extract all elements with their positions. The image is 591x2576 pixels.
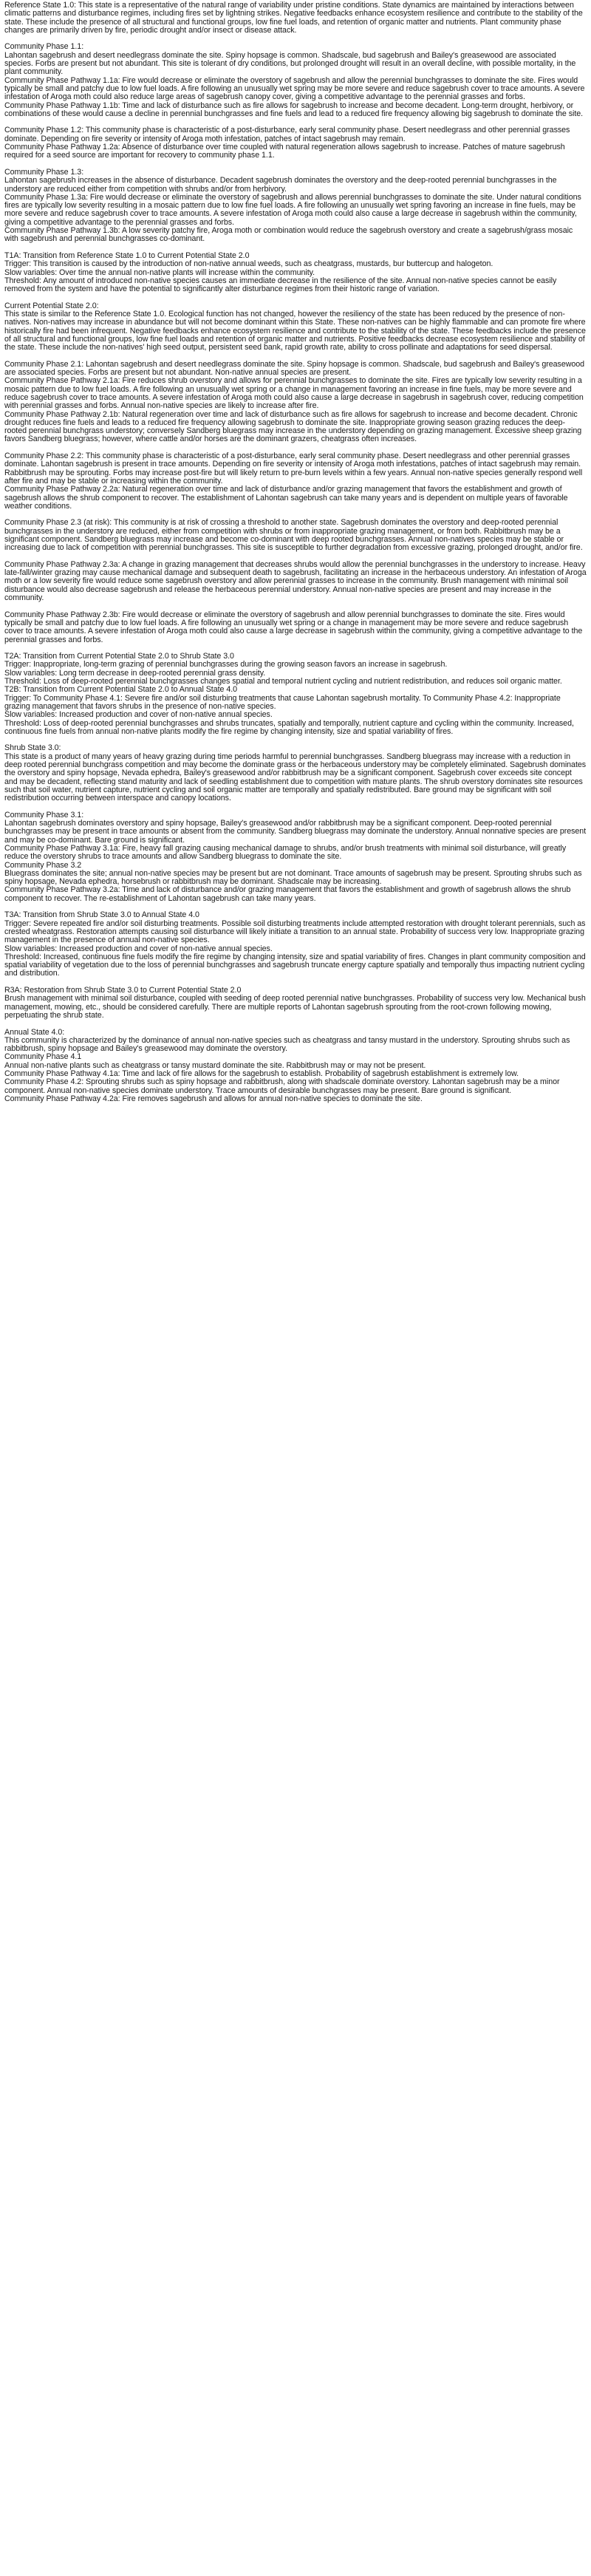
paragraph: Community Phase Pathway 1.1a: Fire would decrease or eliminate the overstory of sagebrush and allow the perennial bunchgrasses to dominate the site. Fires would typically be small and patchy due to low fuel loads. A fire following an unusually wet spring may be more severe and reduce sagebrush cover to trace amounts. A severe infestation of Aroga moth could also reduce large areas of sagebrush canopy cover, giving a competitive advantage to the perennial grasses and forbs. [4,75,585,102]
section-heading: Community Phase 1.1: [4,42,84,52]
paragraph: Threshold: Loss of deep-rooted perennial bunchgrasses and shrubs truncates, spatially and temporally, nutrient capture and cycling within the community. Increased, continuous fine fuels from annual non-native plants modify the fire regime by changing intensity, size and spatial variability of fires. [4,718,574,736]
paragraph: Threshold: Any amount of introduced non-native species causes an immediate decrease in the resilience of the site. Annual non-native species cannot be easily removed from the system and have the potential to significantly alter disturbance regimes from their historic range of variation. [4,276,557,294]
section-heading: T2A: Transition from Current Potential State 2.0 to Shrub State 3.0 [4,652,234,661]
text-section [4,1029,587,1104]
text-section [4,561,587,602]
paragraph: This community is characterized by the dominance of annual non-native species such as cheatgrass and tansy mustard in the understory. Sprouting shrubs such as rabbitbrush, spiny hopsage and Bailey's greasewood may dominate the overstory. [4,1035,570,1054]
text-section [4,302,587,352]
section-heading: T3A: Transition from Shrub State 3.0 to Annual State 4.0 [4,910,199,920]
section-heading: Annual State 4.0: [4,1027,65,1037]
section-heading: Community Phase 2.2: This community phase is characteristic of a post-disturbance, early seral community phase. Desert needlegrass and other perennial grasses dominate. Lahontan sagebrush is present in trace amounts. Depending on fire severity or intensity of Aroga moth infestations, patches of intact sagebrush may remain. Rabbitbrush may be sprouting. Forbs may increase post-fire but will likely return to pre-burn levels within a few years. Annual non-native species generally respond well after fire and may be stable or increasing within the community. [4,452,583,485]
paragraph: Annual non-native plants such as cheatgrass or tansy mustard dominate the site. Rabbitbrush may or may not be present. [4,1060,426,1070]
text-section [4,611,587,644]
paragraph: Slow variables: Increased production and cover of non-native annual species. [4,944,273,953]
paragraph: Community Phase 4.1 [4,1052,82,1062]
text-section [4,987,587,1020]
paragraph: Trigger: Severe repeated fire and/or soil disturbing treatments. Possible soil disturbing treatments include attempted restoration with drought tolerant perennials, such as crested wheatgrass. Restoration attempts causing soil disturbance will likely initiate a transition to an annual state. Probability of success very low. Inappropriate grazing management in the presence of annual non-native species. [4,919,586,945]
paragraph: Community Phase Pathway 3.1a: Fire, heavy fall grazing causing mechanical damage to shrubs, and/or brush treatments with minimal soil disturbance, will greatly reduce the overstory shrubs to trace amounts and allow Sandberg bluegrass to dominate the site. [4,843,567,862]
text-section [4,1,587,35]
section-heading: Community Phase Pathway 2.3b: Fire would decrease or eliminate the overstory of sagebrush and allow perennial bunchgrasses to dominate the site. Fires would typically be small and patchy due to low fuel loads. A fire following an unusually wet spring or a change in management may be more severe and reduce sagebrush cover to trace amounts. A severe infestation of Aroga moth could also cause a large decrease in sagebrush within the community, giving a competitive advantage to the perennial grasses and forbs. [4,610,583,644]
paragraph: Community Phase Pathway 1.1b: Time and lack of disturbance such as fire allows for sagebrush to increase and become decadent. Long-term drought, herbivory, or combinations of these would cause a decline in perennial bunchgrasses and fine fuels and lead to a reduced fire frequency allowing big sagebrush to dominate the site. [4,100,584,118]
text-section [4,126,587,160]
text-section [4,744,587,803]
text-section [4,652,587,736]
state-transition-document [4,1,587,1111]
paragraph: Bluegrass dominates the site; annual non-native species may be present but are not dominant. Trace amounts of sagebrush may be present. Sprouting shrubs such as spiny hopsage, Nevada ephedra, horsebrush or rabbitbrush may be dominant. Shadscale may be increasing. [4,868,582,887]
section-heading: R3A: Restoration from Shrub State 3.0 to Current Potential State 2.0 [4,986,242,995]
paragraph: Slow variables: Increased production and cover of non-native annual species. [4,710,273,720]
text-section [4,361,587,444]
paragraph: Brush management with minimal soil disturbance, coupled with seeding of deep rooted perennial native bunchgrasses. Probability of success very low. Mechanical bush management, mowing, etc., should be considered carefully. There are multiple reports of Lahontan sagebrush sprouting from the root-crown following mowing, perpetuating the shrub state. [4,994,586,1020]
paragraph: Slow variables: Over time the annual non-native plants will increase within the community. [4,268,315,277]
paragraph: Community Phase Pathway 4.1a: Time and lack of fire allows for the sagebrush to establish. Probability of sagebrush establishment is extremely low. [4,1069,519,1078]
paragraph: Community Phase Pathway 2.2a: Natural regeneration over time and lack of disturbance and/or grazing management that favors the establishment and growth of sagebrush allows the shrub component to recover. The establishment of Lahontan sagebrush can take many years and is dependent on multiple years of favorable weather conditions. [4,485,568,511]
paragraph: Lahontan sagebrush dominates overstory and spiny hopsage, Bailey's greasewood and/or rabbitbrush may be a significant component. Deep-rooted perennial bunchgrasses may be present in trace amounts or absent from the community. Sandberg bluegrass may dominate the understory. Annual nonnative species are present and may be co-dominant. Bare ground is significant. [4,819,587,845]
section-heading: Community Phase 1.2: This community phase is characteristic of a post-disturbance, early seral community phase. Desert needlegrass and other perennial grasses dominate. Depending on fire severity or intensity of Aroga moth infestation, patches of intact sagebrush may remain. [4,126,570,143]
paragraph: Community Phase Pathway 2.1a: Fire reduces shrub overstory and allows for perennial bunchgrasses to dominate the site. Fires are typically low severity resulting in a mosaic pattern due to low fuel loads. A fire following an unusually wet spring or a change in management favoring an increase in fine fuels, may be more severe and reduce sagebrush cover to trace amounts. A severe infestation of Aroga moth could also cause a large decrease in sagebrush in sagebrush cover, reducing competition with perennial grasses and forbs. Annual non-native species are likely to increase after fire. [4,376,584,411]
paragraph: This state is similar to the Reference State 1.0. Ecological function has not changed, however the resiliency of the state has been reduced by the presence of non-natives. Non-natives may increase in abundance but will not become dominant within this State. These non-natives can be highly flammable and can promote fire where historically fire had been infrequent. Negative feedbacks enhance ecosystem resilience and contribute to the stability of the state. These feedbacks include the presence of all structural and functional groups, low fine fuel loads and retention of organic matter and nutrients. Positive feedbacks decrease ecosystem resilience and stability of the state. These include the non-natives' high seed output, persistent seed bank, rapid growth rate, ability to cross pollinate and adaptations for seed dispersal. [4,309,586,352]
paragraph: Community Phase Pathway 3.2a: Time and lack of disturbance and/or grazing management that favors the establishment and growth of sagebrush allows the shrub component to recover. The re-establishment of Lahontan sagebrush can take many years. [4,885,571,903]
paragraph: Trigger: This transition is caused by the introduction of non-native annual weeds, such as cheatgrass, mustards, bur buttercup and halogeton. [4,259,493,269]
text-section [4,452,587,511]
paragraph: Lahontan sagebrush increases in the absence of disturbance. Decadent sagebrush dominates the overstory and the deep-rooted perennial bunchgrasses in the understory are reduced either from competition with shrubs and/or from herbivory. [4,176,557,194]
text-section [4,168,587,244]
section-heading: Community Phase 3.1: [4,810,84,820]
paragraph: Community Phase Pathway 1.3b: A low severity patchy fire, Aroga moth or combination would reduce the sagebrush overstory and create a sagebrush/grass mosaic with sagebrush and perennial bunchgrasses co-dominant. [4,226,573,244]
paragraph: Community Phase 1.3a: Fire would decrease or eliminate the overstory of sagebrush and allows perennial bunchgrasses to dominate the site. Under natural conditions fires are typically low severity resulting in a mosaic pattern due to low fine fuel loads. A fire following an unusually wet spring favoring an increase in fine fuels, may be more severe and reduce sagebrush cover to trace amounts. A severe infestation of Aroga moth could also cause a large decrease in sagebrush within the community, giving a competitive advantage to the perennial grasses and forbs. [4,192,581,227]
text-section [4,911,587,978]
paragraph: Threshold: Loss of deep-rooted perennial bunchgrasses changes spatial and temporal nutrient cycling and nutrient redistribution, and reduces soil organic matter. [4,677,562,686]
section-heading: Community Phase 2.1: Lahontan sagebrush and desert needlegrass dominate the site. Spiny hopsage is common. Shadscale, bud sagebrush and Bailey's greasewood are associated species. Forbs are present but not abundant. Non-native annual species are present. [4,359,585,378]
text-section [4,811,587,903]
paragraph: Community Phase Pathway 2.1b: Natural regeneration over time and lack of disturbance such as fire allows for sagebrush to increase and become decadent. Chronic drought reduces fine fuels and leads to a reduced fire frequency allowing sagebrush to dominate the site. Inappropriate growing season grazing reduces the deep-rooted perennial bunchgrass understory; conversely Sandberg bluegrass may increase in the understory depending on grazing management. Excessive sheep grazing favors Sandberg bluegrass; however, where cattle and/or horses are the dominant grazers, cheatgrass often increases. [4,409,582,444]
paragraph: Trigger: To Community Phase 4.1: Severe fire and/or soil disturbing treatments that cause Lahontan sagebrush mortality. To Community Phase 4.2: Inappropriate grazing management that favors shrubs in the presence of non-native species. [4,693,561,711]
section-heading: Reference State 1.0: This state is a representative of the natural range of variability under pristine conditions. State dynamics are maintained by interactions between climatic patterns and disturbance regimes, including fires set by lightning strikes. Negative feedbacks enhance ecosystem resilience and contribute to the stability of the state. These include the presence of all structural and functional groups, low fine fuel loads, and retention of organic matter and nutrients. Plant community phase changes are primarily driven by fire, periodic drought and/or insect or disease attack. [4,1,583,35]
paragraph: Threshold: Increased, continuous fine fuels modify the fire regime by changing intensity, size and spatial variability of fires. Changes in plant community composition and spatial variability of vegetation due to the loss of perennial bunchgrasses and sagebrush truncate energy capture spatially and temporally thus impacting nutrient cycling and distribution. [4,952,586,978]
paragraph: Community Phase Pathway 1.2a: Absence of disturbance over time coupled with natural regeneration allows sagebrush to increase. Patches of mature sagebrush required for a seed source are important for recovery to community phase 1.1. [4,143,565,160]
paragraph: Community Phase 4.2: Sprouting shrubs such as spiny hopsage and rabbitbrush, along with shadscale dominate overstory. Lahontan sagebrush may be a minor component. Annual non-native species dominate understory. Trace amounts of desirable bunchgrasses may be present. Bare ground is significant. [4,1077,560,1095]
text-section [4,43,587,118]
paragraph: This state is a product of many years of heavy grazing during time periods harmful to perennial bunchgrasses. Sandberg bluegrass may increase with a reduction in deep rooted perennial bunchgrass competition and may become the dominate grass or the herbaceous understory may be completely eliminated. Sagebrush dominates the overstory and spiny hopsage, Nevada ephedra, Bailey's greasewood and/or rabbitbrush may be a significant component. Sagebrush cover exceeds site concept and may be decadent, reflecting stand maturity and lack of seedling establishment due to competition with mature plants. The shrub overstory dominates site resources such that soil water, nutrient capture, nutrient cycling and soil organic matter are temporally and spatially redistributed. Bare ground may be significant with soil redistribution occurring between interspace and canopy locations. [4,752,587,803]
section-heading: T1A: Transition from Reference State 1.0 to Current Potential State 2.0 [4,251,250,260]
paragraph: Slow variables: Long term decrease in deep-rooted perennial grass density. [4,668,266,678]
paragraph: Community Phase Pathway 4.2a: Fire removes sagebrush and allows for annual non-native species to dominate the site. [4,1094,423,1103]
text-section [4,519,587,552]
section-heading: Community Phase 1.3: [4,167,84,177]
text-section [4,252,587,293]
section-heading: Current Potential State 2.0: [4,301,99,310]
section-heading: Community Phase 2.3 (at risk): This community is at risk of crossing a threshold to another state. Sagebrush dominates the overstory and deep-rooted perennial bunchgrasses in the understory are reduced, either from competition with shrubs or from inappropriate grazing management, or from both. Rabbitbrush may be a significant component. Sandberg bluegrass may increase and become co-dominant with deep rooted bunchgrasses. Annual non-natives species may be stable or increasing due to lack of competition with perennial bunchgrasses. This site is susceptible to further degradation from excessive grazing, prolonged drought, and/or fire. [4,518,583,553]
section-heading: Shrub State 3.0: [4,743,61,753]
paragraph: Trigger: Inappropriate, long-term grazing of perennial bunchgrasses during the growing season favors an increase in sagebrush. [4,660,448,669]
section-heading: Community Phase Pathway 2.3a: A change in grazing management that decreases shrubs would allow the perennial bunchgrasses in the understory to increase. Heavy late-fall/winter grazing may cause mechanical damage and subsequent death to sagebrush, facilitating an increase in the herbaceous understory. An infestation of Aroga moth or a low severity fire would reduce some sagebrush overstory and allow perennial grasses to increase in the community. Brush management with minimal soil disturbance would also decrease sagebrush and release the herbaceous perennial understory. Annual non-native species are present and may increase in the community. [4,559,587,603]
paragraph: Lahontan sagebrush and desert needlegrass dominate the site. Spiny hopsage is common. Shadscale, bud sagebrush and Bailey's greasewood are associated species. Forbs are present but not abundant. This site is tolerant of dry conditions, but prolonged drought will result in an overall decline, with possible mortality, in the plant community. [4,50,576,77]
paragraph: T2B: Transition from Current Potential State 2.0 to Annual State 4.0 [4,685,238,695]
paragraph: Community Phase 3.2 [4,860,82,870]
